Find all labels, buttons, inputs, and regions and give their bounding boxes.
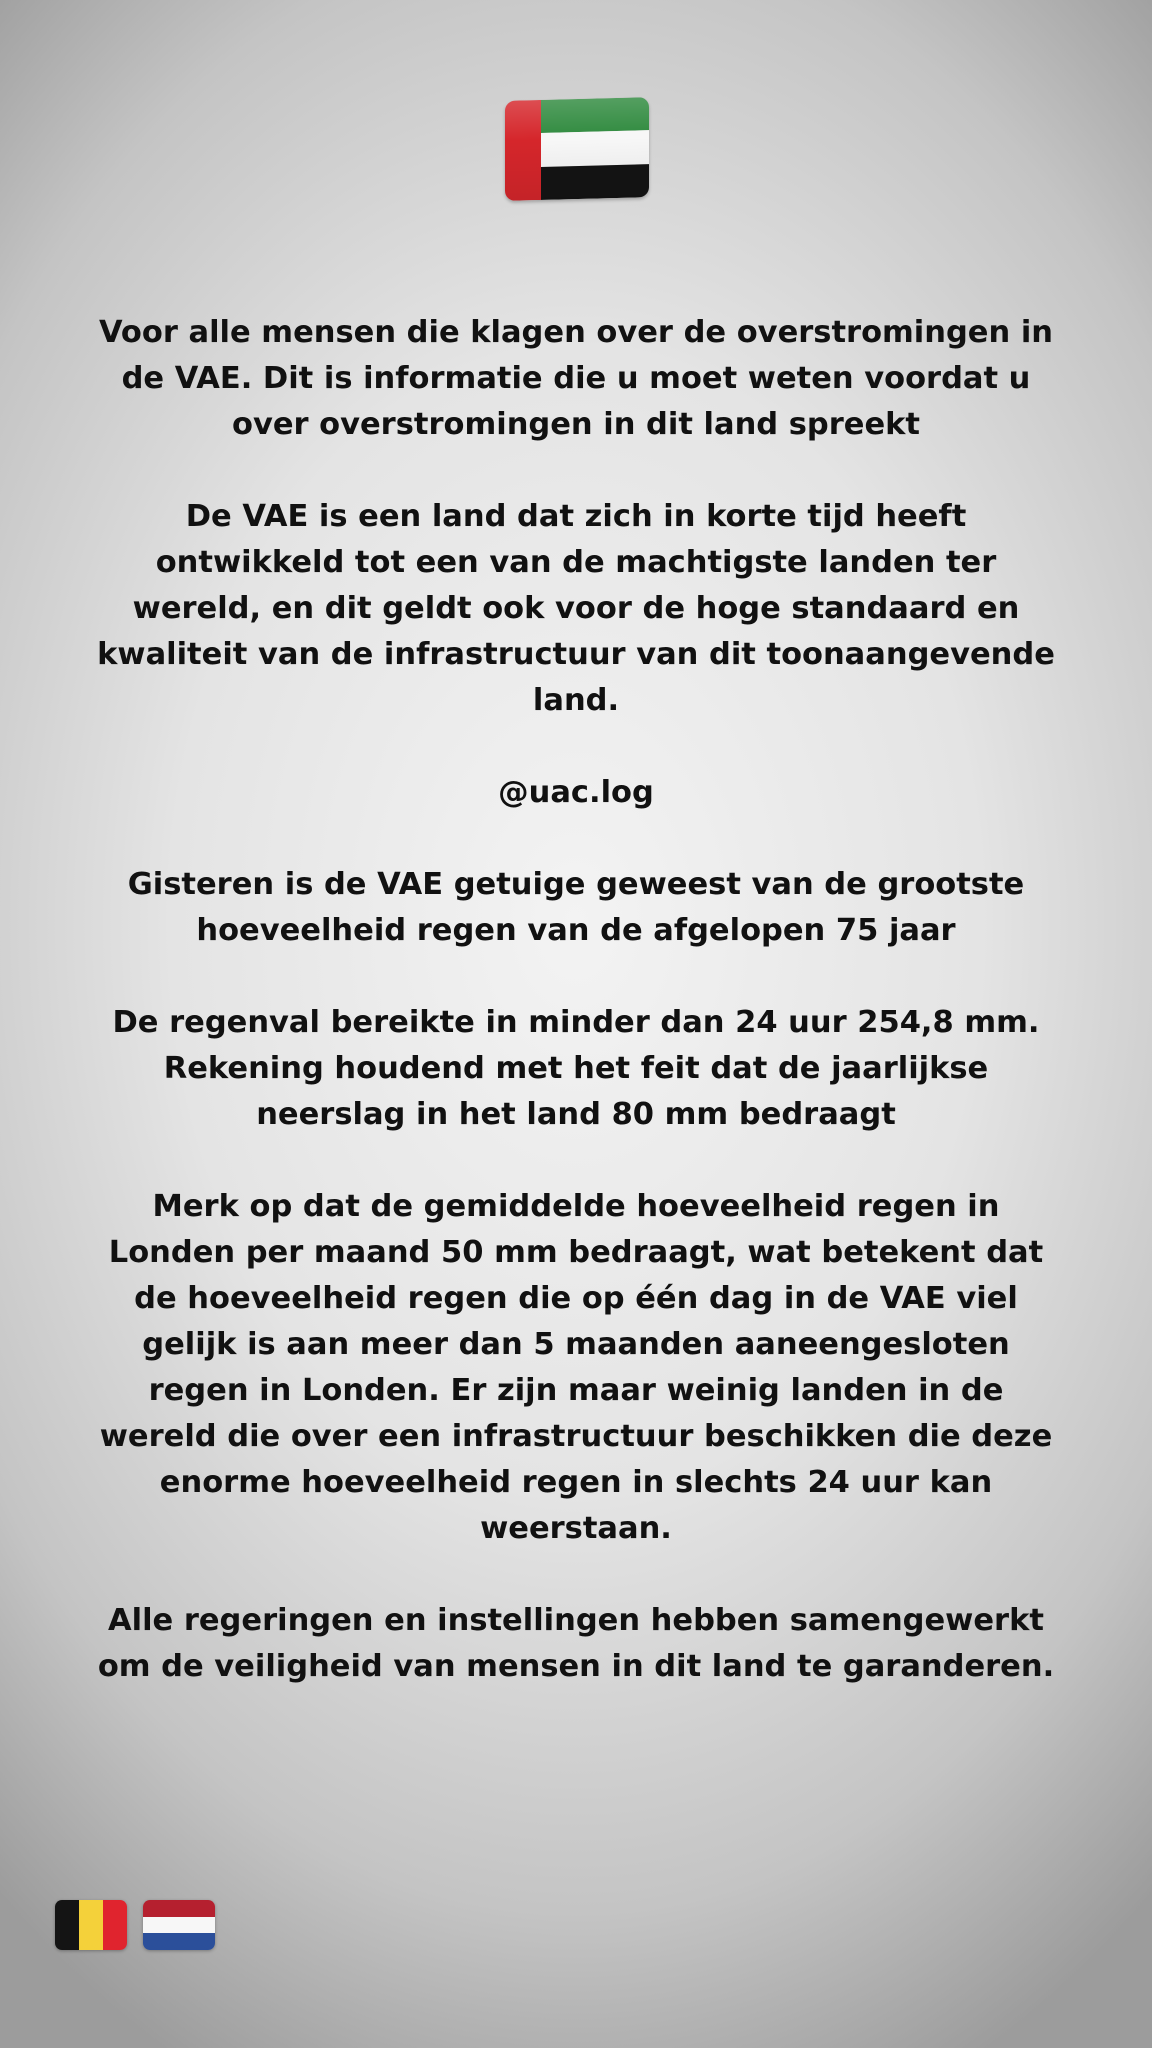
bottom-flags	[55, 1900, 215, 1950]
uae-flag-icon	[505, 97, 649, 201]
belgium-flag-icon	[55, 1900, 127, 1950]
belgium-red-stripe	[103, 1900, 127, 1950]
belgium-yellow-stripe	[79, 1900, 103, 1950]
paragraph-london-comparison: Merk op dat de gemiddelde hoeveelheid regen in Londen per maand 50 mm bedraagt, wat betekent dat de hoeveelheid regen die op één dag in de VAE viel gelijk is aan meer dan 5 maanden aaneengesloten regen in Londen. Er zijn maar weinig landen in de wereld die over een infrastructuur beschikken die deze enorme hoeveelheid regen in slechts 24 uur kan weerstaan.	[99, 1189, 1053, 1546]
story-text	[40, 310, 1112, 1736]
paragraph-rain-record: Gisteren is de VAE getuige geweest van de grootste hoeveelheid regen van de afgelopen 75 jaar	[127, 867, 1025, 948]
netherlands-red-stripe	[143, 1900, 215, 1917]
netherlands-blue-stripe	[143, 1933, 215, 1950]
netherlands-flag-icon	[143, 1900, 215, 1950]
paragraph-rainfall-amount: De regenval bereikte in minder dan 24 uur 254,8 mm. Rekening houdend met het feit dat de jaarlijkse neerslag in het land 80 mm bedraagt	[112, 1005, 1040, 1132]
paragraph-governments: Alle regeringen en instellingen hebben samengewerkt om de veiligheid van mensen in dit land te garanderen.	[97, 1603, 1055, 1684]
paragraph-country: De VAE is een land dat zich in korte tijd heeft ontwikkeld tot een van de machtigste landen ter wereld, en dit geldt ook voor de hoge standaard en kwaliteit van de infrastructuur van dit toonaangevende land.	[97, 499, 1055, 718]
belgium-black-stripe	[55, 1900, 79, 1950]
mention-handle[interactable]: @uac.log	[498, 775, 654, 810]
flag-shine	[505, 97, 649, 201]
netherlands-white-stripe	[143, 1917, 215, 1934]
paragraph-intro: Voor alle mensen die klagen over de overstromingen in de VAE. Dit is informatie die u moet weten voordat u over overstromingen in dit land spreekt	[99, 315, 1053, 442]
